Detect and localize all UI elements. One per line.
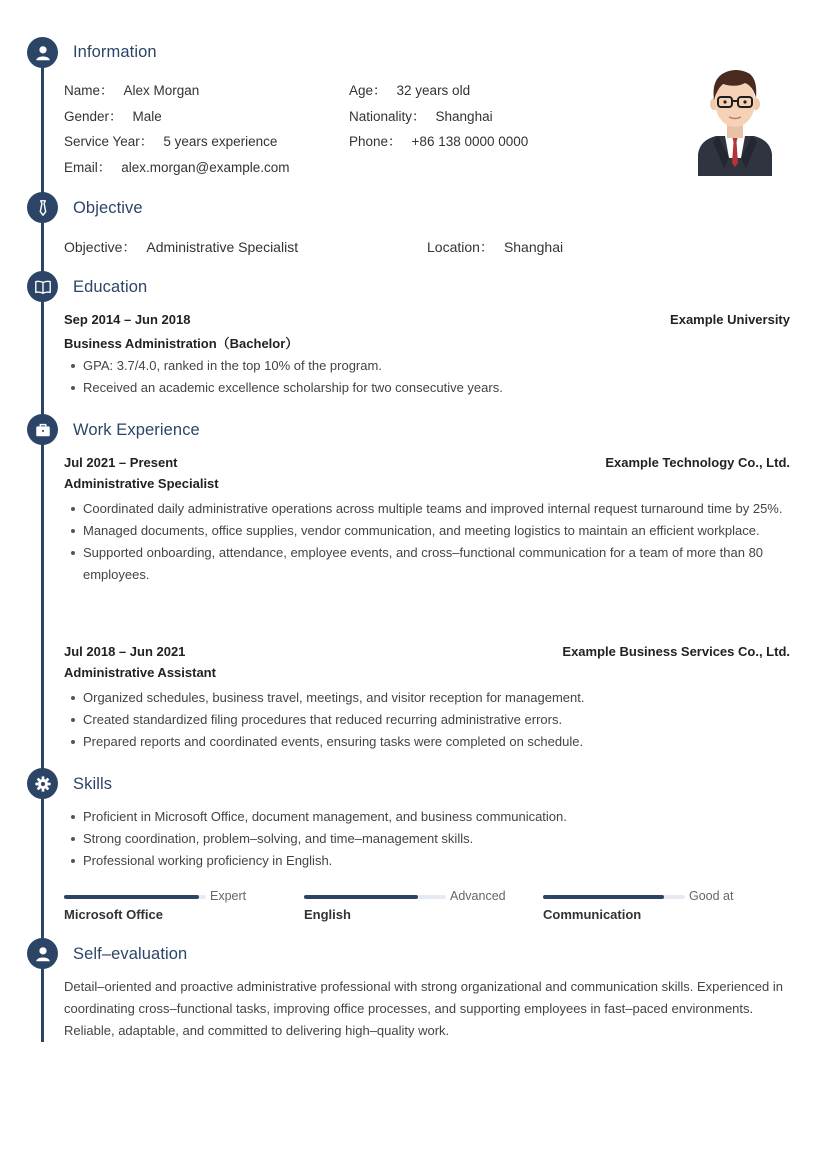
section-title: Education [73, 278, 148, 296]
section-title: Objective [73, 199, 143, 217]
list-item: Prepared reports and coordinated events, ensuring tasks were completed on schedule. [64, 731, 790, 753]
person-icon [27, 37, 58, 68]
list-item: Coordinated daily administrative operations across multiple teams and improved internal request turnaround time by 25%. [64, 498, 790, 520]
section-title: Skills [73, 775, 113, 793]
job-bullets [64, 498, 790, 586]
skill-track [543, 895, 685, 899]
section-title: Self–evaluation [73, 945, 188, 963]
info-name: Name： Alex Morgan [64, 83, 200, 98]
skill-level: Expert [210, 889, 247, 903]
skill-track [64, 895, 206, 899]
skill-fill [304, 895, 418, 899]
list-item: Managed documents, office supplies, vendor communication, and meeting logistics to maintain an efficient workplace. [64, 520, 790, 542]
job-company: Example Technology Co., Ltd. [605, 455, 790, 470]
list-item: GPA: 3.7/4.0, ranked in the top 10% of the program. [64, 355, 790, 377]
briefcase-icon [27, 414, 58, 445]
list-item: Organized schedules, business travel, meetings, and visitor reception for management. [64, 687, 790, 709]
list-item: Proficient in Microsoft Office, document management, and business communication. [64, 806, 790, 828]
job-company: Example Business Services Co., Ltd. [562, 644, 790, 659]
self-evaluation-text: Detail–oriented and proactive administrative professional with strong organizational and communication skills. Experienced in coordinating cross–functional tasks, improving office processes, and supporting employees in fast–paced environments. Reliable, adaptable, and committed to delivering high–quality work. [64, 979, 783, 1038]
info-phone: Phone： +86 138 0000 0000 [349, 134, 529, 149]
education-bullets [64, 355, 790, 399]
education-degree: Business Administration（Bachelor） [64, 336, 299, 351]
info-gender: Gender： Male [64, 109, 162, 124]
list-item: Strong coordination, problem–solving, and time–management skills. [64, 828, 790, 850]
list-item: Received an academic excellence scholarship for two consecutive years. [64, 377, 790, 399]
necktie-icon [27, 192, 58, 223]
education-date: Sep 2014 – Jun 2018 [64, 312, 191, 327]
education-school: Example University [670, 312, 790, 327]
skill-level: Good at [689, 889, 734, 903]
info-nationality: Nationality： Shanghai [349, 109, 493, 124]
objective-position: Objective： Administrative Specialist [64, 239, 299, 255]
list-item: Supported onboarding, attendance, employee events, and cross–functional communication for a team of more than 80 employees. [64, 542, 790, 586]
job-role: Administrative Assistant [64, 665, 216, 680]
skill-track [304, 895, 446, 899]
section-title: Work Experience [73, 421, 200, 439]
job-date: Jul 2021 – Present [64, 455, 178, 470]
open-book-icon [27, 271, 58, 302]
skill-fill [64, 895, 199, 899]
info-service-year: Service Year： 5 years experience [64, 134, 278, 149]
skills-bullets [64, 806, 790, 872]
profile-photo-avatar [696, 66, 774, 176]
info-age: Age： 32 years old [349, 83, 471, 98]
info-email: Email： alex.morgan@example.com [64, 160, 290, 175]
person-icon [27, 938, 58, 969]
skill-name: English [304, 907, 351, 922]
gear-icon [27, 768, 58, 799]
skill-name: Microsoft Office [64, 907, 163, 922]
list-item: Created standardized filing procedures that reduced recurring administrative errors. [64, 709, 790, 731]
skill-name: Communication [543, 907, 642, 922]
objective-location: Location： Shanghai [427, 239, 564, 255]
list-item: Professional working proficiency in English. [64, 850, 790, 872]
job-date: Jul 2018 – Jun 2021 [64, 644, 186, 659]
skill-level: Advanced [450, 889, 506, 903]
job-role: Administrative Specialist [64, 476, 219, 491]
section-title: Information [73, 43, 157, 61]
skill-fill [543, 895, 664, 899]
job-bullets [64, 687, 790, 753]
